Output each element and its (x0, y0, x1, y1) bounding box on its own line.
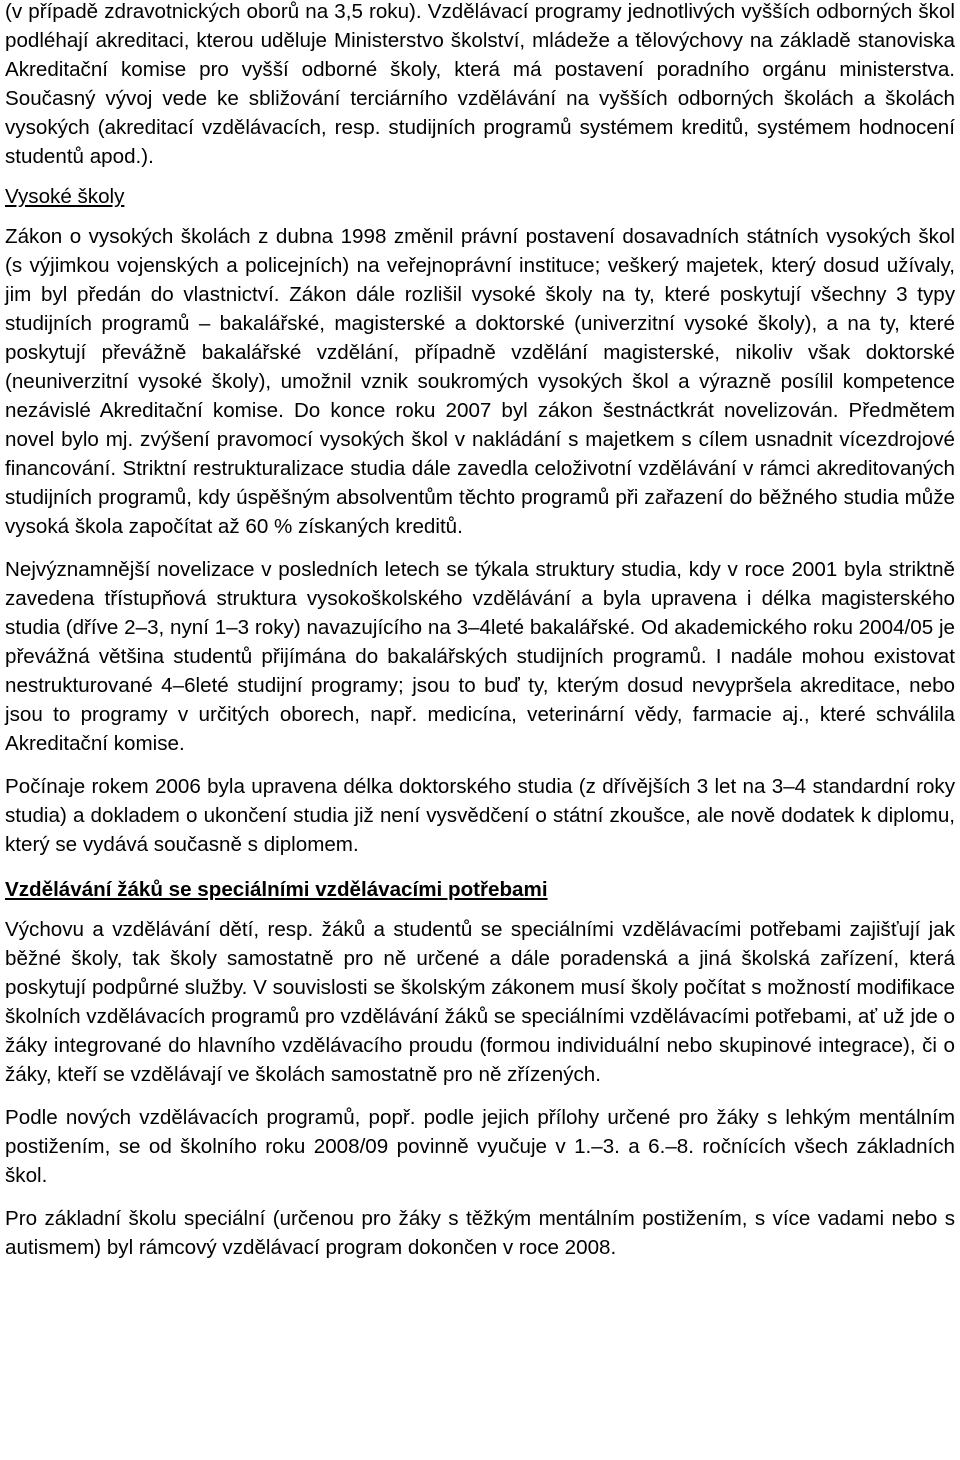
paragraph-doktorske-studium: Počínaje rokem 2006 byla upravena délka doktorského studia (z dřívějších 3 let na 3–4 standardní roky studia) a dokladem o ukončení studia již není vysvědčení o státní zkoušce, ale nově dodatek k diplomu, který se vydává současně s diplomem. (5, 775, 955, 856)
paragraph-zakon: Zákon o vysokých školách z dubna 1998 změnil právní postavení dosavadních státních vysokých škol (s výjimkou vojenských a policejních) na veřejnoprávní instituce; veškerý majetek, který dosud užívaly, jim byl předán do vlastnictví. Zákon dále rozlišil vysoké školy na ty, které poskytují všechny 3 typy studijních programů – bakalářské, magisterské a doktorské (univerzitní vysoké školy), a na ty, které poskytují převážně bakalářské vzdělání, případně vzdělání magisterské, nikoliv však doktorské (neuniverzitní vysoké školy), umožnil vznik soukromých vysokých škol a výrazně posílil kompetence nezávislé Akreditační komise. Do konce roku 2007 byl zákon šestnáctkrát novelizován. Předmětem novel bylo mj. zvýšení pravomocí vysokých škol v nakládání s majetkem s cílem usnadnit vícezdrojové financování. Striktní restrukturalizace studia dále zavedla celoživotní vzdělávání v rámci akreditovaných studijních programů, kdy úspěšným absolventům těchto programů při zařazení do běžného studia může vysoká škola započítat až 60 % získaných kreditů. (5, 225, 955, 538)
paragraph-novelizace: Nejvýznamnější novelizace v posledních letech se týkala struktury studia, kdy v roce 2001 byla striktně zavedena třístupňová struktura vysokoškolského vzdělávání a byla upravena i délka magisterského studia (dříve 2–3, nyní 1–3 roky) navazujícího na 3–4leté bakalářské. Od akademického roku 2004/05 je převážná většina studentů přijímána do bakalářských studijních programů. I nadále mohou existovat nestrukturované 4–6leté studijní programy; jsou to buď ty, kterým dosud nevypršela akreditace, nebo jsou to programy v určitých oborech, např. medicína, veterinární vědy, farmacie aj., které schválila Akreditační komise. (5, 558, 955, 755)
section-heading-vysoke-skoly: Vysoké školy (5, 185, 125, 208)
document-page (5, 0, 955, 1262)
paragraph-intro: (v případě zdravotnických oborů na 3,5 roku). Vzdělávací programy jednotlivých vyšších odborných škol podléhají akreditaci, kterou uděluje Ministerstvo školství, mládeže a tělovýchovy na základě stanoviska Akreditační komise pro vyšší odborné školy, která má postavení poradního orgánu ministerstva. Současný vývoj vede ke sbližování terciárního vzdělávání na vyšších odborných školách a školách vysokých (akreditací vzdělávacích, resp. studijních programů systémem kreditů, systémem hodnocení studentů apod.). (5, 0, 955, 168)
section-heading-specialni-potreby: Vzdělávání žáků se speciálními vzdělávacími potřebami (5, 878, 548, 901)
paragraph-podle-programu: Podle nových vzdělávacích programů, popř. podle jejich přílohy určené pro žáky s lehkým mentálním postižením, se od školního roku 2008/09 povinně vyučuje v 1.–3. a 6.–8. ročnících všech základních škol. (5, 1106, 955, 1187)
paragraph-zakladni-skola-specialni: Pro základní školu speciální (určenou pro žáky s těžkým mentálním postižením, s více vadami nebo s autismem) byl rámcový vzdělávací program dokončen v roce 2008. (5, 1207, 955, 1259)
paragraph-vychova: Výchovu a vzdělávání dětí, resp. žáků a studentů se speciálními vzdělávacími potřebami zajišťují jak běžné školy, tak školy samostatně pro ně určené a dále poradenská a jiná školská zařízení, která poskytují podpůrné služby. V souvislosti se školským zákonem musí školy počítat s možností modifikace školních vzdělávacích programů pro vzdělávání žáků se speciálními vzdělávacími potřebami, ať už jde o žáky integrované do hlavního vzdělávacího proudu (formou individuální nebo skupinové integrace), či o žáky, kteří se vzdělávají ve školách samostatně pro ně zřízených. (5, 918, 955, 1086)
